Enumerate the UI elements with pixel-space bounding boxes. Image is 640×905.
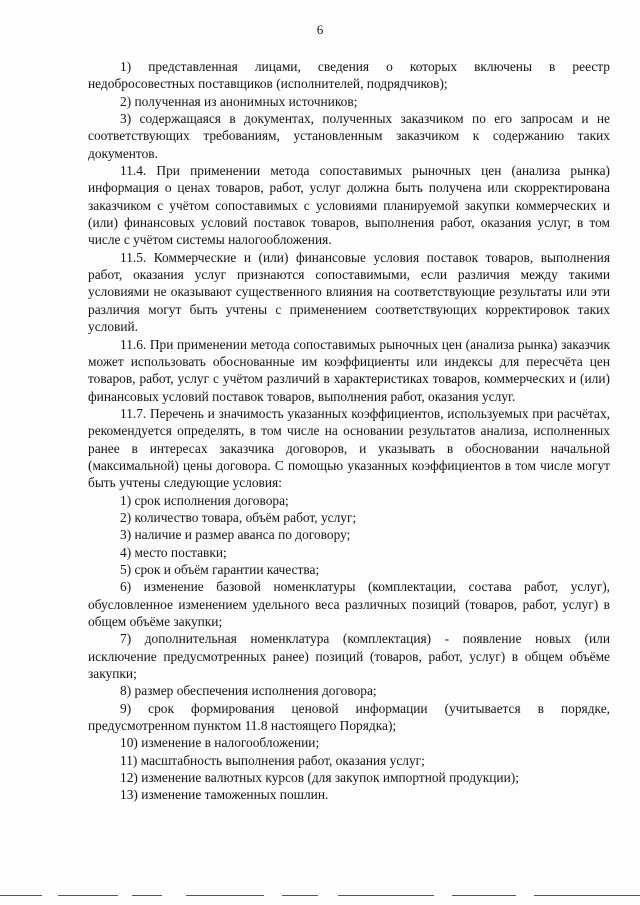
document-body bbox=[88, 58, 610, 804]
paragraph-1: 1) представленная лицами, сведения о которых включены в реестр недобросовестных поставщиков (исполнителей, подрядчиков); bbox=[88, 59, 610, 92]
scan-bottom-edge bbox=[0, 893, 640, 899]
condition-item-10: 10) изменение в налогообложении; bbox=[120, 735, 320, 751]
clause-11-6: 11.6. При применении метода сопоставимых рыночных цен (анализа рынка) заказчик может использовать обоснованные им коэффициенты или индексы для пересчёта цен товаров, работ, услуг с учётом различий в характеристиках товаров, коммерческих и (или) финансовых условий поставок товаров, выполнения работ, оказания услуг. bbox=[88, 336, 610, 404]
condition-item-11: 11) масштабность выполнения работ, оказания услуг; bbox=[120, 752, 425, 768]
condition-item-6: 6) изменение базовой номенклатуры (комплектации, состава работ, услуг), обусловленное изменением удельного веса различных позиций (товаров, работ, услуг) в общем объёме закупки; bbox=[88, 579, 610, 629]
condition-item-12: 12) изменение валютных курсов (для закупок импортной продукции); bbox=[120, 770, 519, 786]
condition-item-7: 7) дополнительная номенклатура (комплектация) - появление новых (или исключение предусмотренных ранее) позиций (товаров, работ, услуг) в общем объёме закупки; bbox=[88, 631, 610, 682]
condition-item-13: 13) изменение таможенных пошлин. bbox=[120, 787, 329, 803]
clause-11-4: 11.4. При применении метода сопоставимых рыночных цен (анализа рынка) информация о ценах товаров, работ, услуг должна быть получена или скорректирована заказчиком с учётом сопоставимых с условиями планируемой закупки коммерческих и (или) финансовых условий поставок товаров, выполнения работ, оказания услуг, в том числе с учётом системы налогообложения. bbox=[88, 163, 610, 248]
condition-item-3: 3) наличие и размер аванса по договору; bbox=[120, 527, 351, 543]
paragraph-2: 2) полученная из анонимных источников; bbox=[120, 93, 358, 109]
condition-item-2: 2) количество товара, объём работ, услуг; bbox=[120, 509, 357, 525]
condition-item-5: 5) срок и объём гарантии качества; bbox=[120, 561, 320, 577]
condition-item-8: 8) размер обеспечения исполнения договора; bbox=[120, 683, 377, 699]
condition-item-9: 9) срок формирования ценовой информации (учитывается в порядке, предусмотренном пунктом 11.8 настоящего Порядка); bbox=[88, 700, 610, 734]
condition-item-1: 1) срок исполнения договора; bbox=[120, 492, 289, 508]
clause-11-5: 11.5. Коммерческие и (или) финансовые условия поставок товаров, выполнения работ, оказания услуг признаются сопоставимыми, если различия между такими условиями не оказывают существенного влияния на соответствующие результаты или эти различия могут быть учтены с применением соответствующих корректировок таких условий. bbox=[88, 249, 610, 335]
condition-item-4: 4) место поставки; bbox=[120, 544, 227, 560]
paragraph-3: 3) содержащаяся в документах, полученных заказчиком по его запросам и не соответствующих требованиям, установленным заказчиком к содержанию таких документов. bbox=[88, 111, 610, 161]
clause-11-7: 11.7. Перечень и значимость указанных коэффициентов, используемых при расчётах, рекомендуется определять, в том числе на основании результатов анализа, исполненных ранее в интересах заказчика договоров, и указывать в обосновании начальной (максимальной) цены договора. С помощью указанных коэффициентов в том числе могут быть учтены следующие условия: bbox=[88, 405, 610, 491]
page-number: 6 bbox=[316, 22, 324, 37]
